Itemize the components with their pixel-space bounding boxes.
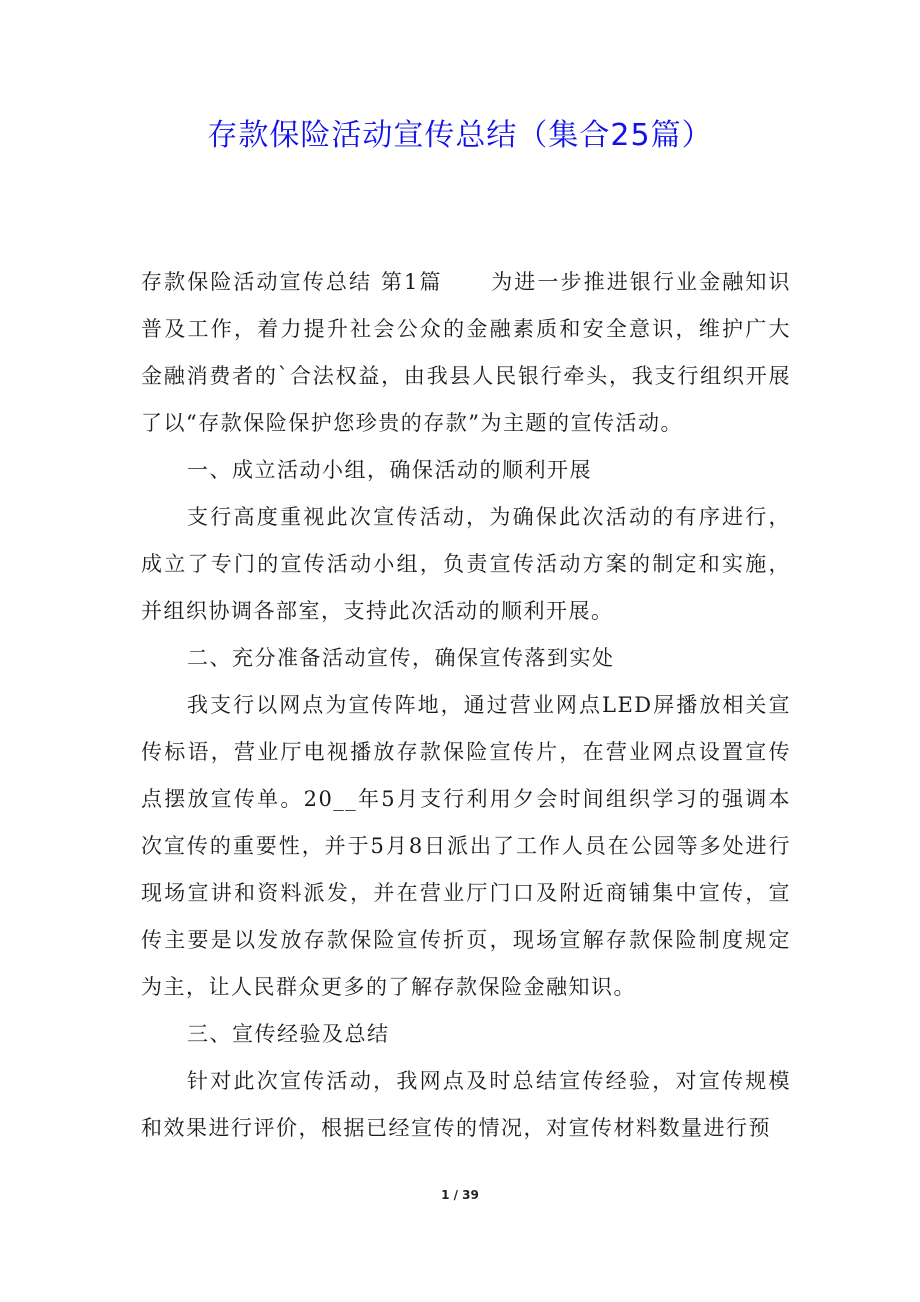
document-title: 存款保险活动宣传总结（集合25篇） [207, 118, 713, 153]
heading-2: 二、充分准备活动宣传，确保宣传落到实处 [187, 646, 615, 670]
heading-1: 一、成立活动小组，确保活动的顺利开展 [187, 458, 592, 482]
paragraph-3: 我支行以网点为宣传阵地，通过营业网点LED屏播放相关宣传标语，营业厅电视播放存款保险宣传片，在营业网点设置宣传点摆放宣传单。20__年5月支行利用夕会时间组织学习的强调本次宣传的重要性，并于5月8日派出了工作人员在公园等多处进行现场宣讲和资料派发，并在营业厅门口及附近商铺集中宣传，宣传主要是以发放存款保险宣传折页，现场宣解存款保险制度规定为主，让人民群众更多的了解存款保险金融知识。 [141, 693, 791, 999]
section-label: 存款保险活动宣传总结 第1篇 [141, 270, 443, 294]
paragraph-1-text: 为进一步推进银行业金融知识普及工作，着力提升社会公众的金融素质和安全意识，维护广大金融消费者的`合法权益，由我县人民银行牵头，我支行组织开展了以“存款保险保护您珍贵的存款”为主题的宣传活动。 [141, 270, 791, 435]
paragraph-1 [141, 259, 791, 447]
document-body [141, 259, 791, 1152]
paragraph-2: 支行高度重视此次宣传活动，为确保此次活动的有序进行，成立了专门的宣传活动小组，负责宣传活动方案的制定和实施，并组织协调各部室，支持此次活动的顺利开展。 [141, 505, 791, 623]
paragraph-4: 针对此次宣传活动，我网点及时总结宣传经验，对宣传规模和效果进行评价，根据已经宣传的情况，对宣传材料数量进行预 [141, 1069, 791, 1140]
page-indicator: 1 / 39 [441, 1188, 479, 1202]
heading-3: 三、宣传经验及总结 [187, 1022, 390, 1046]
